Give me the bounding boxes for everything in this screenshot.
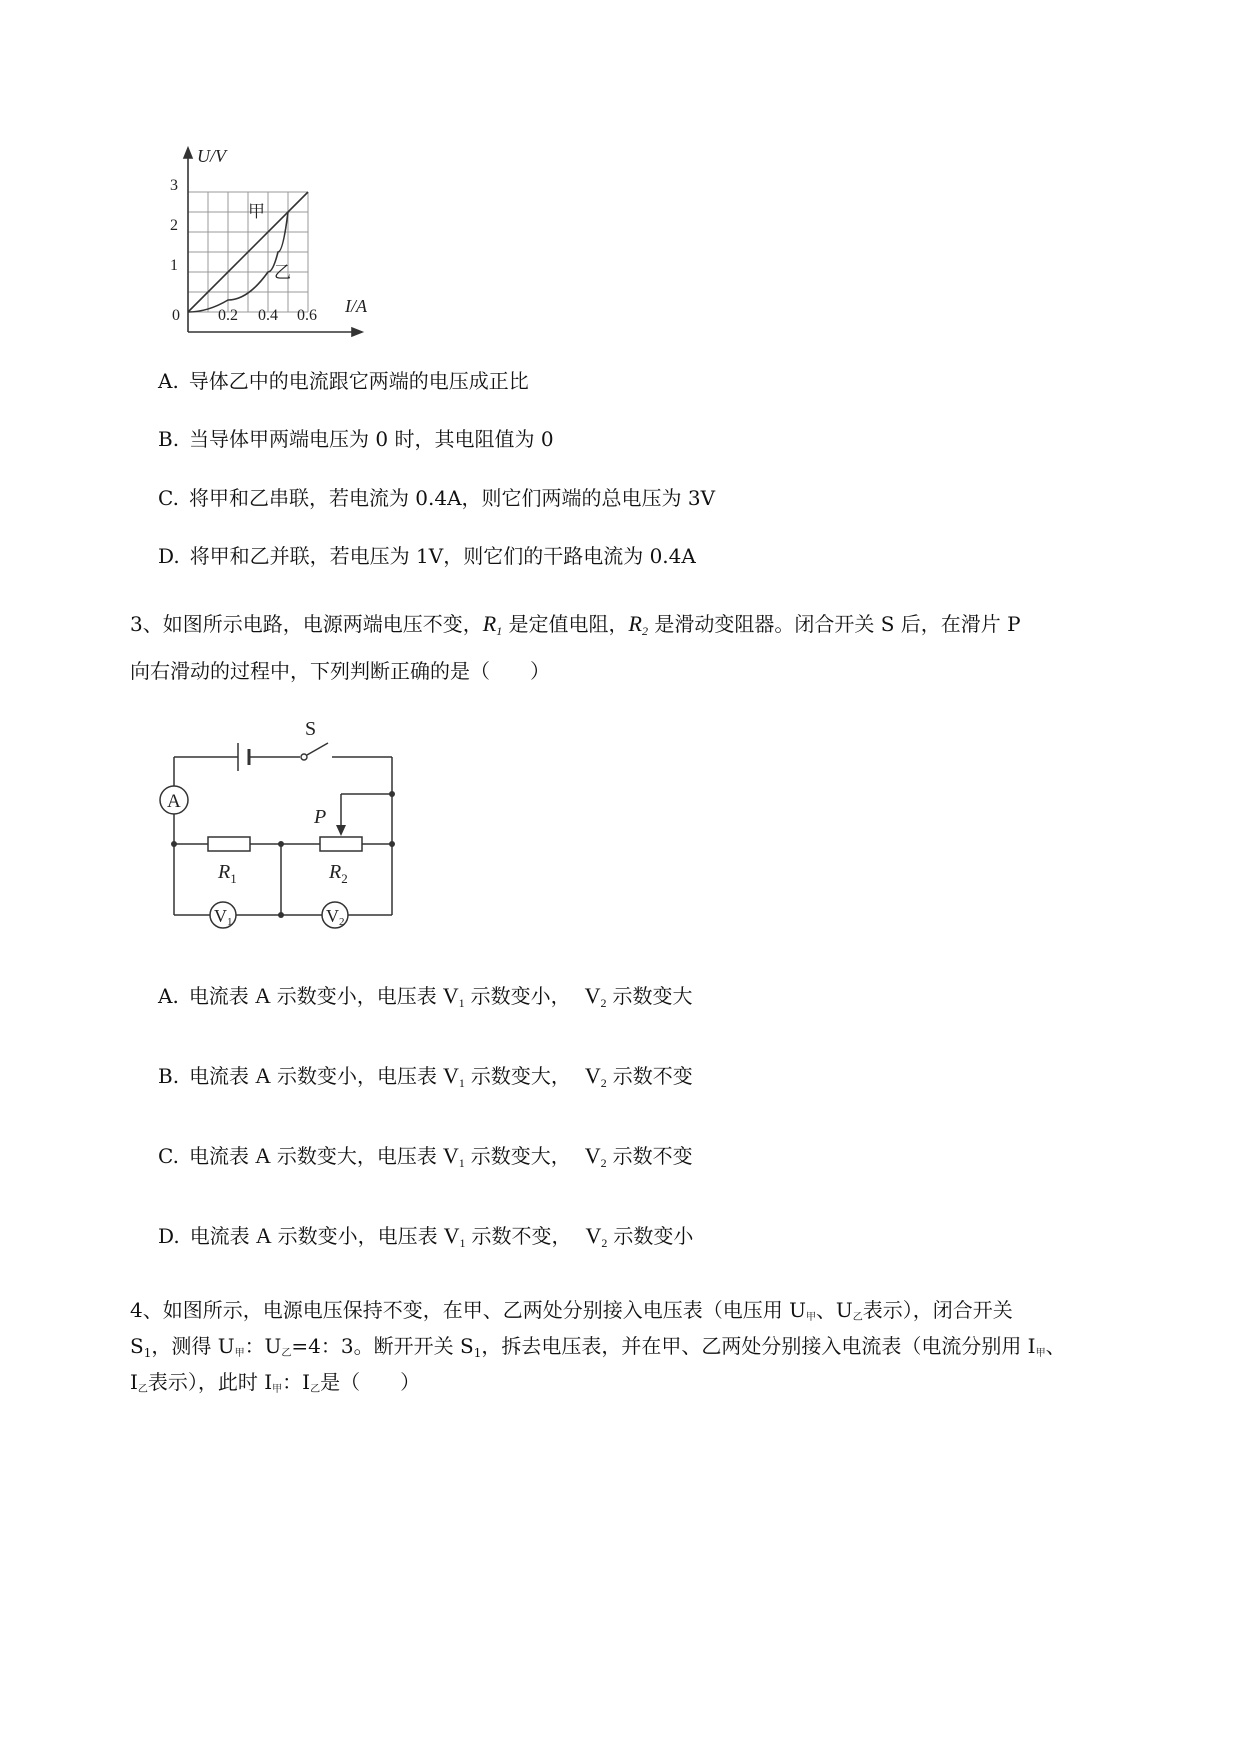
q3-option-a [158,982,692,1017]
voltmeter-v1-label: V1 [214,906,233,928]
q3-stem-line-1 [130,610,1021,645]
option-text: 示数变小 [613,1224,694,1248]
option-label: C. [158,1144,179,1168]
subscript-jia: 甲 [1035,1348,1046,1359]
q4-text: 是（ ） [320,1370,421,1394]
option-label: C. [158,486,179,510]
v1-symbol: $V_1$ [442,1143,465,1170]
q4-text: I [130,1370,138,1394]
q4-text: ，拆去电压表，并在甲、乙两处分别接入电流表（电流分别用 I [481,1334,1036,1358]
option-text: 电流表 [189,1224,250,1248]
q3-text-1: 3、如图所示电路，电源两端电压不变， [130,612,483,636]
option-text: 将甲和乙并联，若电压为 1V，则它们的干路电流为 0.4A [189,544,696,568]
option-text: 示数变小，电压表 [276,984,437,1008]
x-tick-0.2: 0.2 [218,307,238,324]
ammeter-symbol: A [255,1063,271,1088]
option-text: 示数变大，电压表 [276,1144,437,1168]
q2-option-d [158,542,696,570]
circuit-wires [174,743,392,915]
option-text: 示数不变， [471,1224,572,1248]
option-label: D. [158,1224,180,1248]
x-tick-0.6: 0.6 [297,307,317,324]
x-axis-label: I/A [345,296,367,316]
option-text: 将甲和乙串联，若电流为 0.4A，则它们两端的总电压为 3V [188,486,716,510]
subscript-yi: 乙 [852,1312,863,1323]
option-text: 示数不变 [612,1064,693,1088]
option-text: 示数变小，电压表 [277,1224,438,1248]
y-axis-label: U/V [197,146,226,166]
subscript-yi: 乙 [310,1384,321,1395]
x-tick-0.4: 0.4 [258,307,278,324]
slider-label: P [314,806,327,828]
option-text: 导体乙中的电流跟它两端的电压成正比 [188,369,529,393]
q3-option-c [158,1142,693,1177]
option-text: 电流表 [188,1144,249,1168]
option-text: 示数变小， [470,984,571,1008]
switch-label: S [305,718,317,740]
v2-symbol: $V_2$ [585,1223,608,1250]
option-label: A. [158,369,179,393]
option-text: 电流表 [188,984,249,1008]
origin-label: 0 [172,307,180,324]
q4-text: ：I [282,1370,311,1394]
q3-text-3: 是滑动变阻器。闭合开关 S 后，在滑片 P [648,612,1021,636]
ammeter-symbol: A [254,983,271,1008]
switch-pivot-icon [301,754,307,760]
v1-symbol: $V_1$ [442,1063,465,1090]
circuit-diagram [150,715,410,940]
option-label: B. [158,1064,180,1088]
q2-option-b [158,425,554,453]
q4-text: S [130,1334,144,1358]
subscript-jia: 甲 [272,1384,283,1395]
option-text: 示数变小，电压表 [276,1064,437,1088]
q3-option-d [158,1222,693,1257]
v1-symbol: $V_1$ [443,1223,466,1250]
subscript-1: 1 [143,1346,152,1360]
v2-symbol: $V_2$ [584,1063,607,1090]
series-label-yi: 乙 [274,263,291,282]
option-text: 电流表 [189,1064,250,1088]
q4-text: ：U [244,1334,282,1358]
r1-symbol: $R_1$ [482,611,503,638]
q4-stem-line-1 [130,1296,1013,1332]
subscript-yi: 乙 [281,1348,292,1359]
series-label-jia: 甲 [248,202,265,221]
option-text: 示数变大 [612,984,693,1008]
option-text: 示数变大， [470,1064,571,1088]
ammeter-label: A [167,791,181,812]
v1-symbol: $V_1$ [442,983,465,1010]
q3-text-2: 是定值电阻， [502,612,629,636]
subscript-yi: 乙 [137,1384,148,1395]
q3-stem-line-2 [130,657,550,685]
option-text: 示数不变 [612,1144,693,1168]
r2-symbol: $R_2$ [628,611,648,638]
q4-text: 表示），此时 I [147,1370,273,1394]
v2-symbol: $V_2$ [584,1143,607,1170]
q4-text: ，测得 U [151,1334,235,1358]
option-label: B. [158,427,180,451]
q3-text-4: 向右滑动的过程中，下列判断正确的是（ ） [130,659,550,683]
q4-stem-line-2 [130,1332,1066,1368]
subscript-1: 1 [473,1346,482,1360]
q4-text: 、U [815,1298,853,1322]
r1-label: $R_1$ [218,861,237,886]
q4-text: 、 [1045,1334,1066,1358]
voltmeter-v2-label: V2 [326,906,345,928]
v2-symbol: $V_2$ [584,983,607,1010]
r2-label: $R_2$ [329,861,348,886]
y-tick-2: 2 [170,217,178,234]
option-text: 示数变大， [470,1144,571,1168]
y-tick-3: 3 [170,177,178,194]
q2-option-c [158,484,715,512]
subscript-jia: 甲 [805,1312,816,1323]
subscript-jia: 甲 [234,1348,245,1359]
u-i-graph [170,140,410,360]
q4-text: 4、如图所示，电源电压保持不变，在甲、乙两处分别接入电压表（电压用 U [130,1298,806,1322]
q4-stem-line-3 [130,1368,420,1404]
q2-option-a [158,367,529,395]
y-tick-1: 1 [170,257,178,274]
option-label: A. [158,984,179,1008]
option-text: 当导体甲两端电压为 0 时，其电阻值为 0 [189,427,554,451]
slider-arrow-icon [336,825,346,836]
junction-dots [171,791,395,918]
q3-option-b [158,1062,693,1097]
q4-text: 表示），闭合开关 [862,1298,1013,1322]
ammeter-symbol: A [254,1143,271,1168]
option-label: D. [158,544,180,568]
ammeter-symbol: A [255,1223,272,1248]
q4-text: =4：3。断开开关 S [291,1334,474,1358]
